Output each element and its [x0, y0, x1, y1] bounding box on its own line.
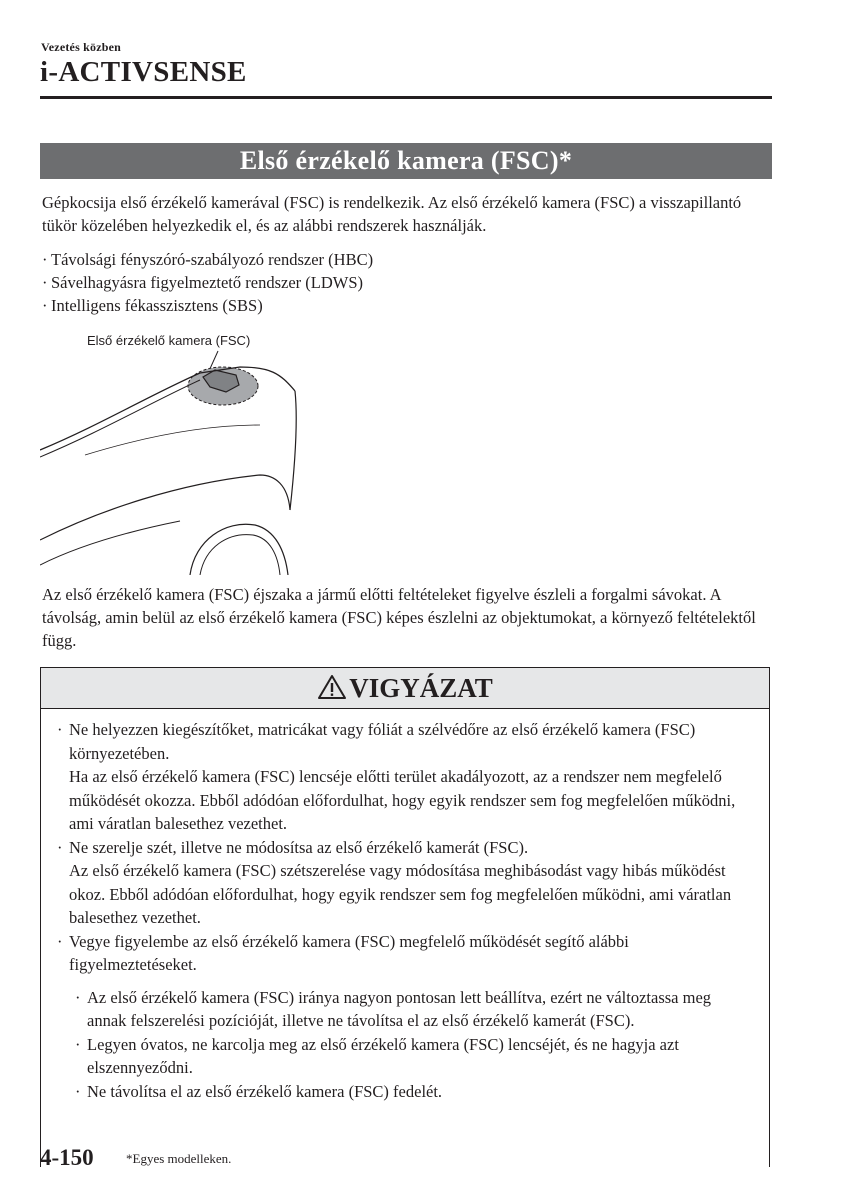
figure-callout-label: Első érzékelő kamera (FSC) [87, 333, 251, 348]
caution-item: · Ne szerelje szét, illetve ne módosítsa az első érzékelő kamerát (FSC). Az első érzékelő kamera (FSC) szétszerelése vagy módosítása meghibásodást vagy hibás működést okoz. Ebből adódóan előfordulhat, hogy egyik rendszer sem fog megfelelően működni, ami váratlan balesethez vezethet. [57, 837, 732, 927]
systems-list [42, 248, 772, 317]
header-rule [40, 96, 772, 99]
page-number: 4-150 [40, 1145, 94, 1170]
section-banner: Első érzékelő kamera (FSC)* [40, 143, 772, 179]
description-paragraph: Az első érzékelő kamera (FSC) éjszaka a jármű előtti feltételeket figyelve észleli a forgalmi sávokat. A távolság, amin belül az első érzékelő kamera (FSC) képes észlelni az objektumokat, a környező feltételektől függ. [42, 585, 756, 650]
chapter-title: i-ACTIVSENSE [40, 56, 247, 88]
section-label: Vezetés közben [41, 40, 122, 54]
caution-title: VIGYÁZAT [349, 673, 493, 703]
caution-header [41, 668, 769, 709]
footnote: *Egyes modelleken. [126, 1151, 232, 1166]
caution-item: · Ne helyezzen kiegészítőket, matricákat vagy fóliát a szélvédőre az első érzékelő kamera (FSC) környezetében. Ha az első érzékelő kamera (FSC) lencséje előtti terület akadályozott, az a rendszer nem megfelelő működését okozza. Ebből adódóan előfordulhat, hogy egyik rendszer sem fog megfelelően működni, ami váratlan balesethez vezethet. [57, 720, 736, 833]
list-item: · Intelligens fékasszisztens (SBS) [42, 296, 263, 315]
caution-subitem: · Legyen óvatos, ne karcolja meg az első érzékelő kamera (FSC) lencséjét, és ne hagyja azt elszennyeződni. [75, 1034, 679, 1077]
car-windshield-illustration [40, 325, 340, 575]
caution-subitems [57, 986, 747, 1104]
intro-paragraph: Gépkocsija első érzékelő kamerával (FSC) is rendelkezik. Az első érzékelő kamera (FSC) a visszapillantó tükör közelében helyezkedik el, és az alábbi rendszerek használják. [42, 193, 742, 235]
caution-subitem: · Az első érzékelő kamera (FSC) iránya nagyon pontosan lett beállítva, ezért ne változtassa meg annak felszerelési pozícióját, illetve ne távolítsa el az első érzékelő kamerát (FSC). [75, 987, 712, 1030]
caution-subitem: · Ne távolítsa el az első érzékelő kamera (FSC) fedelét. [75, 1081, 443, 1101]
caution-body [57, 718, 747, 1103]
list-item: · Távolsági fényszóró-szabályozó rendszer (HBC) [42, 250, 374, 269]
warning-triangle-icon [317, 674, 347, 700]
camera-figure [40, 325, 340, 575]
caution-box [40, 667, 770, 1167]
caution-item: · Vegye figyelembe az első érzékelő kamera (FSC) megfelelő működését segítő alábbi figyelmeztetéseket. [57, 931, 629, 974]
list-item: · Sávelhagyásra figyelmeztető rendszer (LDWS) [42, 273, 363, 292]
